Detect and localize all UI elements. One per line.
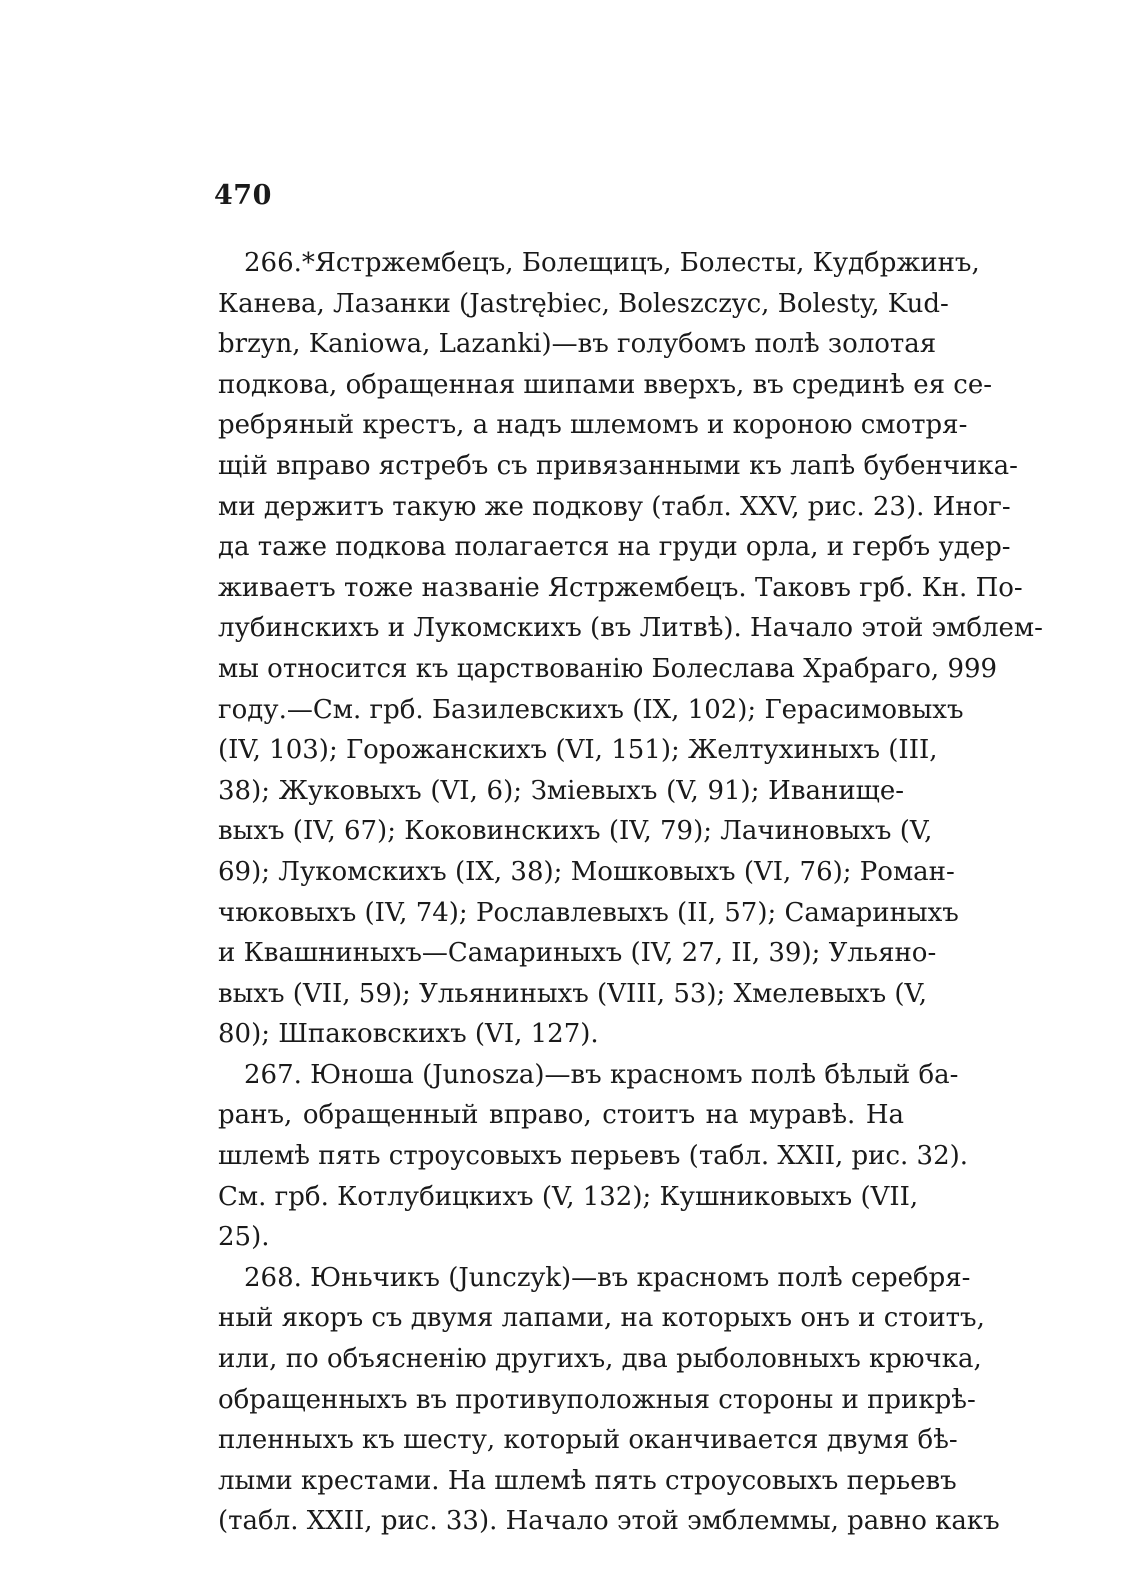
entry-line: да таже подкова полагается на груди орла, и гербъ удер- (218, 532, 1011, 563)
entry-line: Канева, Лазанки (Jastrębiec, Boleszczyc, Bolesty, Kud- (218, 288, 949, 319)
entry-line: ребряный крестъ, а надъ шлемомъ и короною смотря- (218, 410, 968, 441)
entry-line: обращенныхъ въ противуположныя стороны и прикрѣ- (218, 1384, 976, 1415)
entry-line: 266.*Ястржембецъ, Болещицъ, Болесты, Кудбржинъ, (244, 248, 980, 278)
entry-line: живаетъ тоже названіе Ястржембецъ. Таковъ грб. Кн. По- (218, 572, 1023, 603)
entry-line: щій вправо ястребъ съ привязанными къ лапѣ бубенчика- (218, 450, 1018, 481)
entry-line: 38); Жуковыхъ (VI, 6); Зміевыхъ (V, 91); Иванище- (218, 775, 904, 806)
entry-line: пленныхъ къ шесту, который оканчивается двумя бѣ- (218, 1425, 958, 1456)
entry-line: выхъ (IV, 67); Коковинскихъ (IV, 79); Лачиновыхъ (V, (218, 816, 933, 847)
entry-line: 69); Лукомскихъ (IX, 38); Мошковыхъ (VI, 76); Роман- (218, 856, 955, 887)
entry-line: ми держитъ такую же подкову (табл. XXV, рис. 23). Иног- (218, 491, 1011, 522)
entry-line: шлемѣ пять строусовыхъ перьевъ (табл. XXII, рис. 32). (218, 1141, 969, 1172)
entry-line: ный якоръ съ двумя лапами, на которыхъ онъ и стоитъ, (218, 1303, 985, 1334)
entry-line: 25). (218, 1222, 270, 1253)
entry-line: чюковыхъ (IV, 74); Рославлевыхъ (II, 57); Самариныхъ (218, 897, 959, 928)
entry-line: brzyn, Kaniowa, Lazanki)—въ голубомъ полѣ золотая (218, 329, 937, 360)
entry-266 (218, 243, 1043, 1055)
entry-line: 267. Юноша (Junosza)—въ красномъ полѣ бѣлый ба- (244, 1059, 959, 1090)
page-number: 470 (214, 180, 272, 211)
entry-line: выхъ (VII, 59); Ульяниныхъ (VIII, 53); Хмелевыхъ (V, (218, 978, 928, 1009)
entry-line: 268. Юньчикъ (Junczyk)—въ красномъ полѣ серебря- (244, 1262, 971, 1293)
entry-line: См. грб. Котлубицкихъ (V, 132); Кушниковыхъ (VII, (218, 1181, 919, 1212)
entry-line: лыми крестами. На шлемѣ пять строусовыхъ перьевъ (218, 1465, 957, 1496)
entry-line: лубинскихъ и Лукомскихъ (въ Литвѣ). Начало этой эмблем- (218, 613, 1043, 644)
entry-line: и Квашниныхъ—Самариныхъ (IV, 27, II, 39); Ульяно- (218, 938, 937, 969)
entry-line: или, по объясненію другихъ, два рыболовныхъ крючка, (218, 1344, 982, 1375)
entry-line: 80); Шпаковскихъ (VI, 127). (218, 1019, 599, 1050)
entry-line: (IV, 103); Горожанскихъ (VI, 151); Желтухиныхъ (III, (218, 735, 938, 766)
entry-line: ранъ, обращенный вправо, стоитъ на муравѣ. На (218, 1100, 904, 1131)
entry-line: подкова, обращенная шипами вверхъ, въ срединѣ ея се- (218, 369, 993, 400)
entry-268 (218, 1258, 1000, 1542)
entry-line: мы относится къ царствованію Болеслава Храбраго, 999 (218, 653, 998, 684)
entry-line: (табл. XXII, рис. 33). Начало этой эмблеммы, равно какъ (218, 1506, 1000, 1537)
text-block (218, 243, 1043, 1542)
entry-line: году.—См. грб. Базилевскихъ (IX, 102); Герасимовыхъ (218, 694, 964, 725)
entry-267 (218, 1055, 969, 1258)
